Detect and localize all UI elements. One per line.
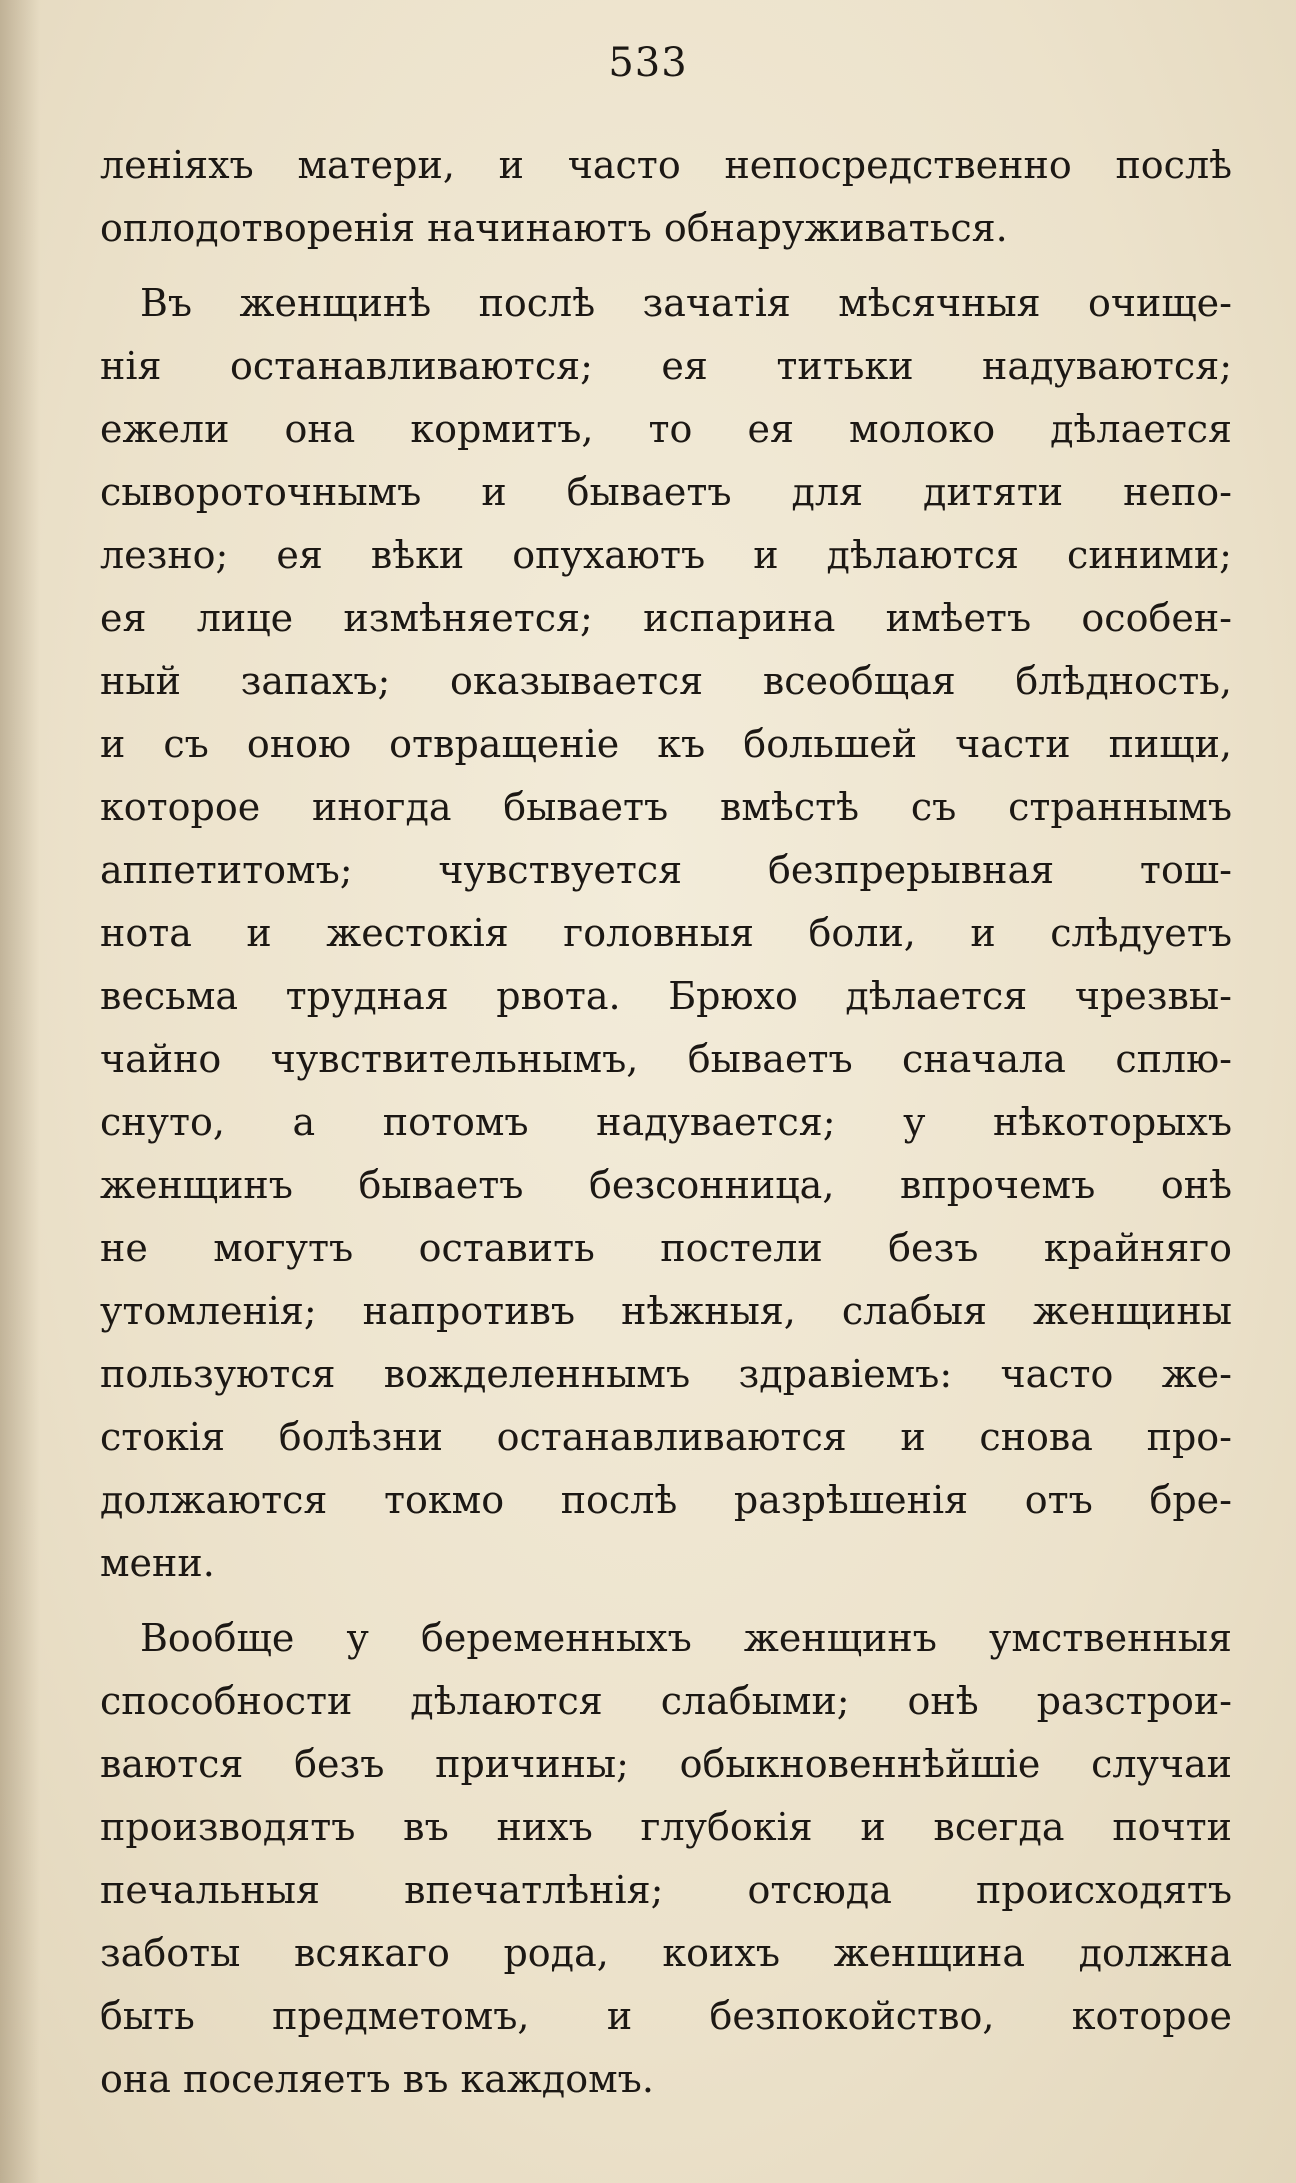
text-line: нота и жестокія головныя боли, и слѣдуетъ <box>100 911 1232 955</box>
text-line: печальныя впечатлѣнія; отсюда происходятъ <box>100 1868 1232 1912</box>
text-line: она поселяетъ въ каждомъ. <box>100 2057 654 2101</box>
text-line: мени. <box>100 1541 215 1585</box>
text-line: Въ женщинѣ послѣ зачатія мѣсячныя очище- <box>140 281 1232 325</box>
text-line: заботы всякаго рода, коихъ женщина должна <box>100 1931 1232 1975</box>
text-line: весьма трудная рвота. Брюхо дѣлается чрезвы- <box>100 974 1232 1018</box>
text-line: леніяхъ матери, и часто непосредственно послѣ <box>100 143 1232 187</box>
paragraph-gap <box>100 1595 1232 1607</box>
body-text <box>100 134 1232 2111</box>
text-line: женщинъ бываетъ безсонница, впрочемъ онѣ <box>100 1163 1232 1207</box>
text-line: пользуются вожделеннымъ здравіемъ: часто же- <box>100 1352 1232 1396</box>
text-line: Вообще у беременныхъ женщинъ умственныя <box>140 1616 1232 1660</box>
text-line: ный запахъ; оказывается всеобщая блѣдность, <box>100 659 1232 703</box>
text-line: должаются токмо послѣ разрѣшенія отъ бре- <box>100 1478 1232 1522</box>
paragraph <box>100 1607 1232 2111</box>
text-line: не могутъ оставить постели безъ крайняго <box>100 1226 1232 1270</box>
text-line: чайно чувствительнымъ, бываетъ сначала сплю- <box>100 1037 1232 1081</box>
text-line: ежели она кормитъ, то ея молоко дѣлается <box>100 407 1232 451</box>
text-line: снуто, а потомъ надувается; у нѣкоторыхъ <box>100 1100 1232 1144</box>
text-line: производятъ въ нихъ глубокія и всегда почти <box>100 1805 1232 1849</box>
text-line: утомленія; напротивъ нѣжныя, слабыя женщины <box>100 1289 1232 1333</box>
text-line: оплодотворенія начинаютъ обнаруживаться. <box>100 206 1008 250</box>
text-line: быть предметомъ, и безпокойство, которое <box>100 1994 1232 2038</box>
text-line: нія останавливаются; ея титьки надуваются; <box>100 344 1232 388</box>
spine-shadow <box>0 0 40 2183</box>
text-line: ваются безъ причины; обыкновеннѣйшіе случаи <box>100 1742 1232 1786</box>
text-line: сывороточнымъ и бываетъ для дитяти непо- <box>100 470 1232 514</box>
text-line: стокія болѣзни останавливаются и снова про- <box>100 1415 1232 1459</box>
paragraph <box>100 272 1232 1595</box>
paragraph <box>100 134 1232 260</box>
text-line: аппетитомъ; чувствуется безпрерывная тош- <box>100 848 1232 892</box>
text-line: и съ оною отвращеніе къ большей части пищи, <box>100 722 1232 766</box>
text-line: которое иногда бываетъ вмѣстѣ съ страннымъ <box>100 785 1232 829</box>
text-line: способности дѣлаются слабыми; онѣ разстрои- <box>100 1679 1232 1723</box>
text-line: лезно; ея вѣки опухаютъ и дѣлаются синими; <box>100 533 1232 577</box>
text-line: ея лице измѣняется; испарина имѣетъ особен- <box>100 596 1232 640</box>
page-number: 533 <box>608 40 688 86</box>
paragraph-gap <box>100 260 1232 272</box>
